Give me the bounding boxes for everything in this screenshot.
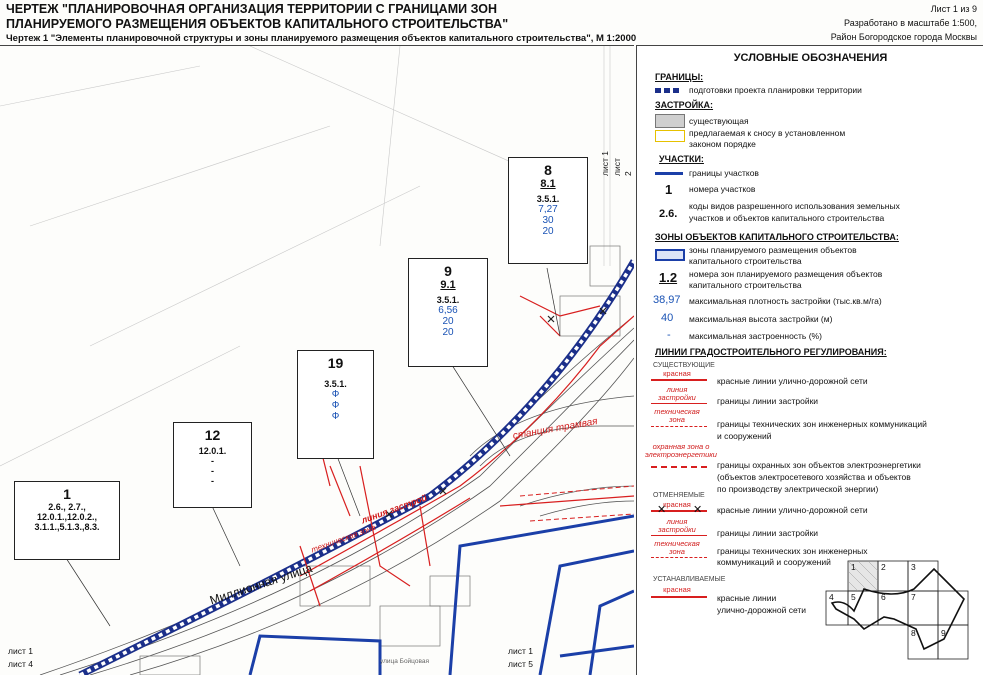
sheet-label-1: лист 1: [600, 151, 610, 176]
map-area: [0, 45, 634, 675]
boundary-label: подготовки проекта планировки территории: [689, 85, 862, 95]
use-code: 3.5.1.: [436, 295, 460, 305]
density-label: максимальная плотность застройки (тыс.кв.м/га): [689, 296, 882, 306]
use-code-3: 3.1.1.,5.1.3.,8.3.: [34, 522, 100, 532]
use-code-2: 12.0.1.,12.0.2.,: [36, 512, 98, 522]
density-value: Ф: [331, 389, 340, 400]
build-line-sample-label: линия застройки: [658, 385, 696, 402]
cancel-build-sample-label: линия застройки: [658, 517, 696, 534]
title-line-1: ЧЕРТЕЖ "ПЛАНИРОВОЧНАЯ ОРГАНИЗАЦИЯ ТЕРРИТОРИИ С ГРАНИЦАМИ ЗОН: [6, 2, 497, 16]
index-8: 8: [911, 628, 916, 638]
coverage-label: максимальная застроенность (%): [689, 331, 822, 341]
build-line-label: границы линии застройки: [717, 396, 819, 406]
sheet-label-4: лист 4: [8, 659, 33, 669]
zone-number: 12: [204, 427, 221, 443]
index-3: 3: [911, 562, 916, 572]
sheet-label-5: лист 1: [508, 646, 533, 656]
cross-icon: ✕: [657, 504, 667, 516]
height-value: -: [211, 466, 214, 476]
cross-icon: ✕: [693, 504, 703, 516]
power-zone-symbol: [651, 466, 707, 468]
header-info: [831, 2, 977, 44]
index-4: 4: [829, 592, 834, 602]
zone-number: 9: [444, 263, 452, 279]
existing-building-symbol: [655, 114, 685, 128]
established-red-symbol: [651, 596, 707, 598]
sheet-index-grid: [824, 559, 976, 671]
power-zone-label-3: по производству электрической энергии): [717, 484, 879, 494]
height-value: 30: [542, 215, 554, 226]
coverage-value: Ф: [331, 411, 340, 422]
use-code-sample: 2.6.: [659, 208, 678, 220]
small-street-label: улица Бойцовая: [380, 658, 429, 665]
plot-number: 9.1: [440, 279, 456, 291]
legend-title: УСЛОВНЫЕ ОБОЗНАЧЕНИЯ: [733, 52, 888, 64]
use-code: 3.5.1.: [536, 194, 560, 204]
established-red-sample-label: красная: [663, 585, 691, 594]
index-6: 6: [881, 592, 886, 602]
plot-box-8[interactable]: [508, 157, 588, 264]
demolish-building-symbol: [655, 130, 685, 142]
tram-label: станция трамвая: [512, 416, 599, 442]
demolish-label-1: предлагаемая к сносу в установленном: [689, 128, 846, 138]
zone-number: 8: [544, 162, 552, 178]
street-label: Миллионная улица: [208, 560, 314, 608]
sheet-label-3: лист 1: [8, 646, 33, 656]
density-value: 6,56: [438, 305, 458, 316]
build-line-symbol: [651, 403, 707, 404]
zone-number: 1: [63, 486, 71, 502]
density-value: -: [211, 456, 214, 466]
cancel-build-symbol: [651, 535, 707, 536]
scale-info: Разработано в масштабе 1:500,: [843, 18, 977, 28]
boundary-symbol: [655, 88, 681, 93]
drawing-subtitle: Чертеж 1 "Элементы планировочной структуры и зоны планируемого размещения объектов капитального строительства", М 1:2000: [6, 33, 637, 44]
cancel-tech-label-2: коммуникаций и сооружений: [717, 557, 831, 567]
established-red-label-1: красные линии: [717, 593, 777, 603]
use-code: 2.6., 2.7.,: [48, 502, 86, 512]
existing-lines-heading: СУЩЕСТВУЮЩИЕ: [653, 362, 715, 369]
plot-box-9[interactable]: [408, 258, 488, 367]
use-code-label-2: участков и объектов капитального строительства: [689, 213, 885, 223]
tech-zone-label-1: границы технических зон инженерных коммуникаций: [717, 419, 927, 429]
index-5: 5: [851, 592, 856, 602]
index-1: 1: [851, 562, 856, 572]
existing-building-label: существующая: [689, 116, 749, 126]
height-value: Ф: [331, 400, 340, 411]
cancel-red-sample-label: красная: [663, 500, 691, 509]
red-line-label: красные линии улично-дорожной сети: [717, 376, 868, 386]
zone-number-sample: 1.2: [659, 270, 678, 285]
plot-box-19[interactable]: [297, 350, 374, 459]
plot-box-12[interactable]: [173, 422, 252, 508]
district-name: Район Богородское города Москвы: [830, 32, 977, 42]
tech-zone-label-2: и сооружений: [717, 431, 772, 441]
index-7: 7: [911, 592, 916, 602]
power-zone-label-1: границы охранных зон объектов электроэнергетики: [717, 460, 921, 470]
zone-label-1: зоны планируемого размещения объектов: [689, 245, 857, 255]
plot-box-1[interactable]: [14, 481, 120, 560]
use-code: 12.0.1.: [198, 446, 227, 456]
section-buildings: ЗАСТРОЙКА:: [655, 100, 714, 110]
established-lines-heading: УСТАНАВЛИВАЕМЫЕ: [653, 576, 726, 583]
coverage-value: -: [211, 476, 214, 486]
use-code: 3.5.1.: [324, 379, 347, 389]
tech-zone-sample-label: техническая зона: [654, 407, 700, 424]
title-line-2: ПЛАНИРУЕМОГО РАЗМЕЩЕНИЯ ОБЪЕКТОВ КАПИТАЛЬНОГО СТРОИТЕЛЬСТВА": [6, 17, 509, 31]
sheet-label-6: лист 5: [508, 659, 533, 669]
height-sample: 40: [661, 312, 674, 324]
index-2: 2: [881, 562, 886, 572]
zone-number-label-2: капитального строительства: [689, 280, 802, 290]
coverage-sample: -: [667, 329, 671, 341]
cancel-lines-heading: ОТМЕНЯЕМЫЕ: [653, 492, 705, 499]
height-value: 20: [442, 316, 454, 327]
power-zone-sample-label: охранная зона о электроэнергетики: [645, 442, 717, 459]
plot-number: 8.1: [540, 178, 556, 190]
zone-number-label-1: номера зон планируемого размещения объектов: [689, 269, 883, 279]
density-value: 7,27: [538, 204, 558, 215]
height-label: максимальная высота застройки (м): [689, 314, 833, 324]
cancel-tech-sample-label: техническая зона: [654, 539, 700, 556]
tech-zone-symbol: [651, 426, 707, 427]
cancel-tech-label-1: границы технических зон инженерных: [717, 546, 868, 556]
demolish-label-2: законом порядке: [689, 139, 756, 149]
cancel-build-label: границы линии застройки: [717, 528, 819, 538]
power-zone-label-2: (объектов электросетевого хозяйства и объектов: [717, 472, 911, 482]
plot-number-label: номера участков: [689, 184, 756, 194]
red-line-symbol: [651, 379, 707, 381]
red-line-sample-label: красная: [663, 369, 691, 378]
coverage-value: 20: [542, 226, 554, 237]
established-red-label-2: улично-дорожной сети: [717, 605, 807, 615]
section-boundaries: ГРАНИЦЫ:: [655, 72, 704, 82]
cancel-tech-symbol: [651, 557, 707, 558]
index-9: 9: [941, 628, 946, 638]
use-code-label-1: коды видов разрешенного использования земельных: [689, 201, 900, 211]
sheet-number: Лист 1 из 9: [930, 4, 977, 14]
section-zones: ЗОНЫ ОБЪЕКТОВ КАПИТАЛЬНОГО СТРОИТЕЛЬСТВА:: [655, 232, 899, 242]
drawing-title: [6, 2, 606, 32]
section-lines: ЛИНИИ ГРАДОСТРОИТЕЛЬНОГО РЕГУЛИРОВАНИЯ:: [655, 347, 887, 357]
sheet-index-map: [824, 559, 976, 671]
plot-boundary-label: границы участков: [689, 168, 759, 178]
zone-number: 19: [327, 355, 344, 371]
plot-number-sample: 1: [665, 182, 673, 197]
plot-boundary-symbol: [655, 172, 683, 175]
red-label-2: техническая зона: [310, 522, 377, 555]
zone-symbol: [655, 249, 685, 261]
section-plots: УЧАСТКИ:: [659, 154, 704, 164]
coverage-value: 20: [442, 327, 454, 338]
red-label-1: линия застрой: [360, 492, 429, 526]
density-sample: 38,97: [653, 294, 681, 306]
sheet-label-2: лист 2: [612, 158, 633, 176]
zone-label-2: капитального строительства: [689, 256, 802, 266]
legend-panel: [636, 45, 983, 675]
cancel-red-label: красные линии улично-дорожной сети: [717, 505, 868, 515]
